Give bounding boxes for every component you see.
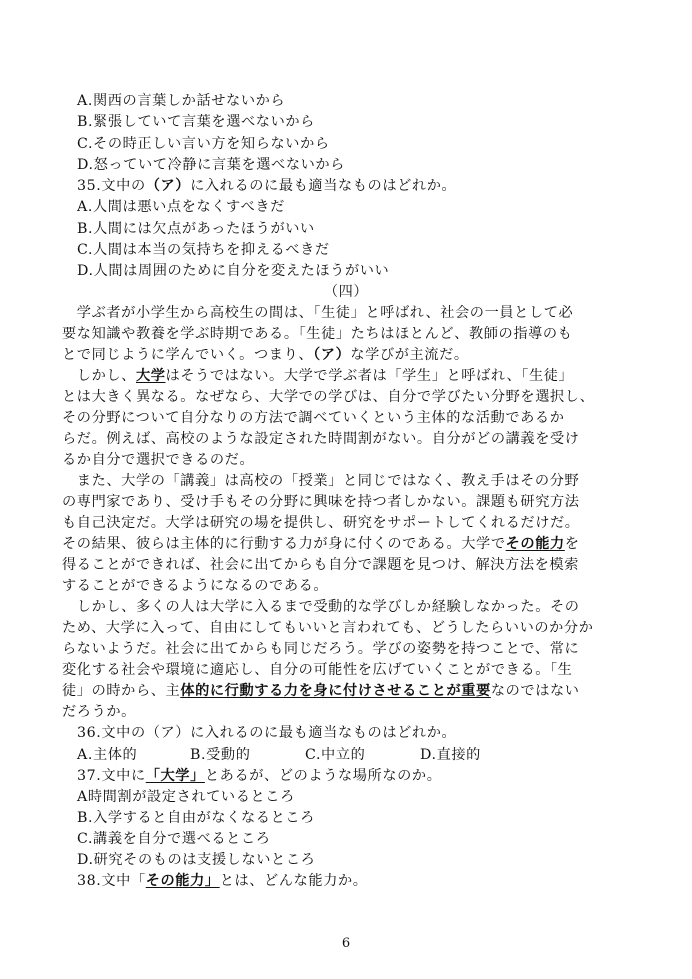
q35-stem: 35.文中の（ア）に入れるのに最も適当なものはどれか。 xyxy=(77,178,457,194)
q36-option-c: C.中立的 xyxy=(305,747,366,763)
q37-underlined-term: 「大学」 xyxy=(145,768,205,784)
passage-line: らないようだ。社会に出てからも同じだろう。学びの姿勢を持つことで、常に xyxy=(62,641,580,657)
passage-line: も自己決定だ。大学は研究の場を提供し、研究をサポートしてくれるだけだ。 xyxy=(62,515,580,531)
passage-line: しかし、多くの人は大学に入るまで受動的な学びしか経験しなかった。その xyxy=(62,599,580,615)
passage-line: その分野について自分なりの方法で調べていくという主体的な活動であるか xyxy=(62,410,565,426)
passage-line: することができるようになるのである。 xyxy=(62,578,329,594)
q38-underlined-term: その能力」 xyxy=(145,873,220,889)
passage-line: また、大学の「講義」は高校の「授業」と同じではなく、教え手はその分野 xyxy=(62,473,580,489)
q35-option-b: B.人間には欠点があったほうがいい xyxy=(77,221,315,237)
q36-stem: 36.文中の（ア）に入れるのに最も適当なものはどれか。 xyxy=(77,725,457,741)
q35-option-d: D.人間は周囲のために自分を変えたほうがいい xyxy=(77,263,390,279)
passage-line: しかし、大学はそうではない。大学で学ぶ者は「学生」と呼ばれ、「生徒」 xyxy=(62,368,574,384)
q34-option-c: C.その時正しい言い方を知らないから xyxy=(77,136,330,152)
passage-line: の専門家であり、受け手もその分野に興味を持つ者しかない。課題も研究方法 xyxy=(62,494,580,510)
q37-option-a: A時間割が設定されているところ xyxy=(77,789,295,805)
passage-line: るか自分で選択できるのだ。 xyxy=(62,452,255,468)
q34-option-b: B.緊張していて言葉を選べないから xyxy=(77,114,315,130)
underlined-daigaku: 大学 xyxy=(135,368,166,384)
passage-line: 変化する社会や環境に適応し、自分の可能性を広げていくことができる。「生 xyxy=(62,662,573,678)
q37-option-d: D.研究そのものは支援しないところ xyxy=(77,852,316,868)
passage-line: とは大きく異なる。なぜなら、大学での学びは、自分で学びたい分野を選択し、 xyxy=(62,389,595,405)
q35-option-c: C.人間は本当の気持ちを抑えるべきだ xyxy=(77,242,330,258)
q36-option-d: D.直接的 xyxy=(420,747,481,763)
q37-stem: 37.文中に「大学」とあるが、どのような場所なのか。 xyxy=(77,768,442,784)
q34-option-d: D.怒っていて冷静に言葉を選べないから xyxy=(77,157,345,173)
passage-line: 得ることができれば、社会に出てからも自分で課題を見つけ、解決方法を模索 xyxy=(62,557,579,573)
passage-line: 徒」の時から、主体的に行動する力を身に付けさせることが重要なのではない xyxy=(62,683,580,699)
passage-line: ため、大学に入って、自由にしてもいいと言われても、どうしたらいいのか分か xyxy=(62,620,594,636)
underlined-sono-nouryoku: その能力 xyxy=(505,536,565,552)
passage-line: その結果、彼らは主体的に行動する力が身に付くのである。大学でその能力を xyxy=(62,536,580,552)
passage-line: らだ。例えば、高校のような設定された時間割がない。自分がどの講義を受け xyxy=(62,431,580,447)
q36-option-a: A.主体的 xyxy=(77,747,138,763)
q34-option-a: A.関西の言葉しか話せないから xyxy=(77,93,286,109)
q37-option-c: C.講義を自分で選べるところ xyxy=(77,831,271,847)
blank-a-mark: （ア） xyxy=(313,347,351,363)
underlined-key-sentence: 体的に行動する力を身に付けさせることが重要 xyxy=(180,683,491,699)
section-title: （四） xyxy=(323,284,369,300)
q35-option-a: A.人間は悪い点をなくすべきだ xyxy=(77,199,285,215)
passage-line: 要な知識や教養を学ぶ時期である。「生徒」たちはほとんど、教師の指導のも xyxy=(62,326,573,342)
q37-option-b: B.入学すると自由がなくなるところ xyxy=(77,810,315,826)
page-number: 6 xyxy=(341,936,351,951)
passage-line: だろうか。 xyxy=(62,704,136,720)
q36-option-b: B.受動的 xyxy=(190,747,251,763)
passage-line: とで同じように学んでいく。つまり、（ア）な学びが主流だ。 xyxy=(62,347,469,363)
passage-line: 学ぶ者が小学生から高校生の間は、「生徒」と呼ばれ、社会の一員として必 xyxy=(62,305,574,321)
q38-stem: 38.文中「その能力」とは、どんな能力か。 xyxy=(77,873,368,889)
